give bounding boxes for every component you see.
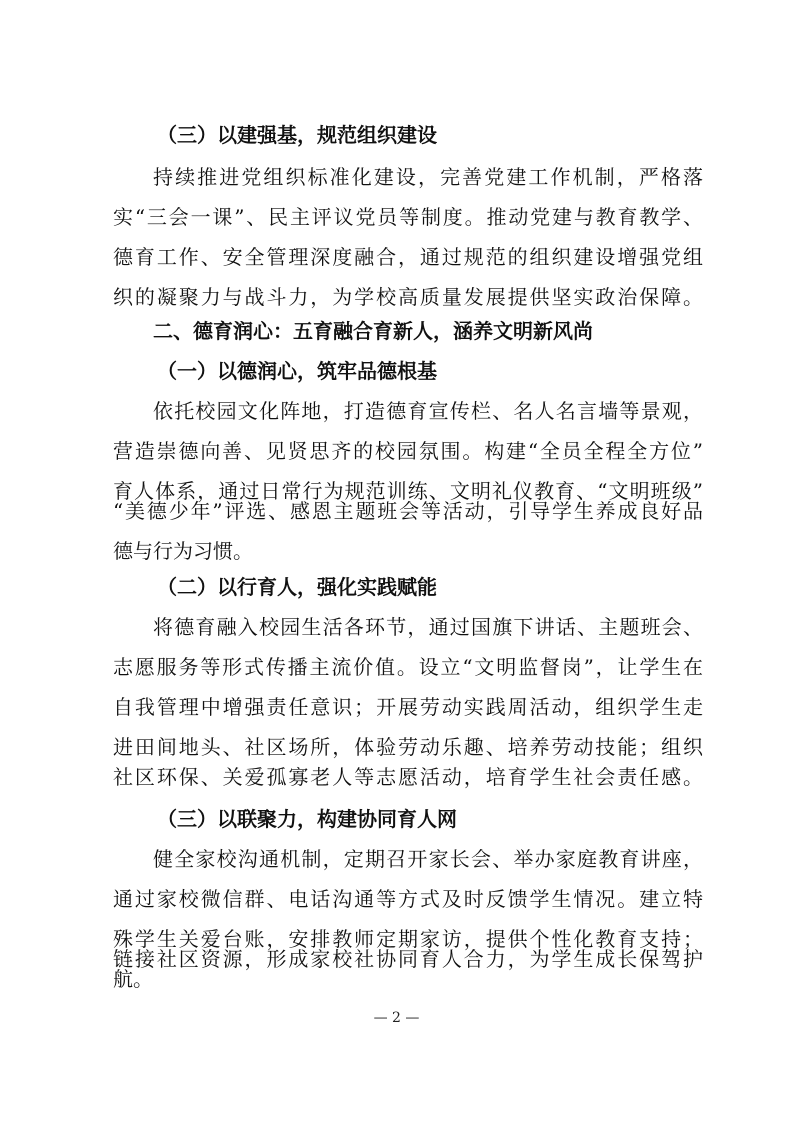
sub-1-heading: （一）以德润心，筑牢品德根基: [157, 359, 437, 383]
paragraph-line: 通过家校微信群、电话沟通等方式及时反馈学生情况。建立特: [113, 887, 703, 911]
paragraph-line: 织的凝聚力与战斗力，为学校高质量发展提供坚实政治保障。: [113, 285, 703, 309]
part-2-heading: 二、德育润心：五育融合育新人，涵养文明新风尚: [153, 319, 593, 343]
section-3-heading: （三）以建强基，规范组织建设: [157, 123, 437, 147]
sub-2-heading: （二）以行育人，强化实践赋能: [157, 575, 437, 599]
paragraph-line: 健全家校沟通机制，定期召开家长会、举办家庭教育讲座，: [153, 847, 703, 871]
paragraph-line: 实“三会一课”、民主评议党员等制度。推动党建与教育教学、: [113, 205, 703, 229]
paragraph-line: 社区环保、关爱孤寡老人等志愿活动，培育学生社会责任感。: [113, 765, 703, 789]
paragraph-line: 自我管理中增强责任意识；开展劳动实践周活动，组织学生走: [113, 695, 703, 719]
paragraph-line: 航。: [113, 967, 153, 991]
sub-3-heading: （三）以联聚力，构建协同育人网: [157, 807, 457, 831]
paragraph-line: 德与行为习惯。: [113, 539, 253, 563]
paragraph-line: 殊学生关爱台账，安排教师定期家访，提供个性化教育支持；: [113, 927, 703, 951]
paragraph-line: 进田间地头、社区场所，体验劳动乐趣、培养劳动技能；组织: [113, 735, 703, 759]
paragraph-line: 链接社区资源，形成家校社协同育人合力，为学生成长保驾护: [113, 947, 703, 971]
paragraph-line: 依托校园文化阵地，打造德育宣传栏、名人名言墙等景观，: [153, 399, 703, 423]
paragraph-line: 志愿服务等形式传播主流价值。设立“文明监督岗”，让学生在: [113, 655, 703, 679]
page-number: — 2 —: [373, 1010, 420, 1026]
paragraph-line: “美德少年”评选、感恩主题班会等活动，引导学生养成良好品: [113, 499, 703, 523]
paragraph-line: 将德育融入校园生活各环节，通过国旗下讲话、主题班会、: [153, 615, 703, 639]
paragraph-line: 育人体系，通过日常行为规范训练、文明礼仪教育、“文明班级”: [113, 479, 703, 503]
paragraph-line: 德育工作、安全管理深度融合，通过规范的组织建设增强党组: [113, 245, 703, 269]
paragraph-line: 营造崇德向善、见贤思齐的校园氛围。构建“全员全程全方位”: [113, 439, 703, 463]
paragraph-line: 持续推进党组织标准化建设，完善党建工作机制，严格落: [153, 165, 703, 189]
